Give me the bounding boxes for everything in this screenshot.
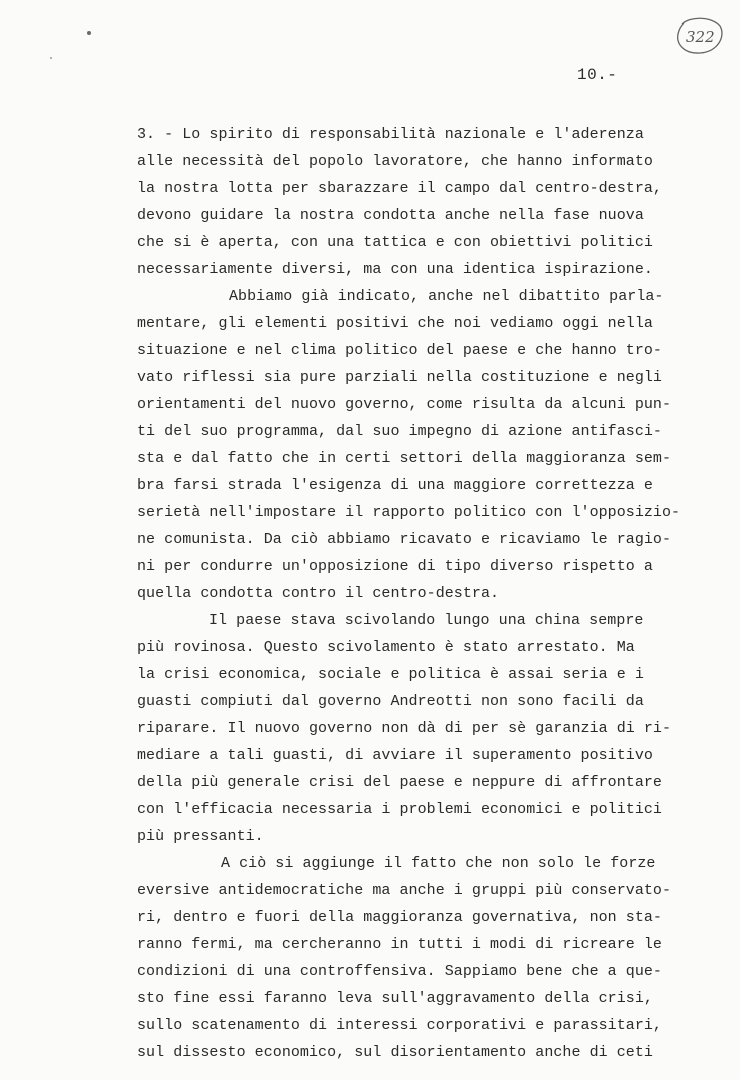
text-line: ri, dentro e fuori della maggioranza governativa, non sta- <box>137 909 662 926</box>
text-line: Abbiamo già indicato, anche nel dibattito parla- <box>229 288 664 305</box>
archive-number-circle <box>672 14 726 58</box>
text-line: eversive antidemocratiche ma anche i gruppi più conservato- <box>137 882 672 899</box>
scan-speck <box>87 31 91 35</box>
text-line: situazione e nel clima politico del paese e che hanno tro- <box>137 342 662 359</box>
text-line: serietà nell'impostare il rapporto politico con l'opposizio- <box>137 504 681 521</box>
text-line: sullo scatenamento di interessi corporativi e parassitari, <box>137 1017 662 1034</box>
text-line: Il paese stava scivolando lungo una china sempre <box>209 612 644 629</box>
text-line: necessariamente diversi, ma con una identica ispirazione. <box>137 261 653 278</box>
text-line: con l'efficacia necessaria i problemi economici e politici <box>137 801 662 818</box>
text-line: sto fine essi faranno leva sull'aggravamento della crisi, <box>137 990 653 1007</box>
text-line: bra farsi strada l'esigenza di una maggiore correttezza e <box>137 477 653 494</box>
text-line: mentare, gli elementi positivi che noi vediamo oggi nella <box>137 315 653 332</box>
text-line: alle necessità del popolo lavoratore, che hanno informato <box>137 153 653 170</box>
text-line: guasti compiuti dal governo Andreotti non sono facili da <box>137 693 644 710</box>
text-line: la crisi economica, sociale e politica è assai seria e i <box>137 666 644 683</box>
text-line: ti del suo programma, dal suo impegno di azione antifasci- <box>137 423 662 440</box>
text-line: ne comunista. Da ciò abbiamo ricavato e ricaviamo le ragio- <box>137 531 672 548</box>
text-line: che si è aperta, con una tattica e con obiettivi politici <box>137 234 653 251</box>
text-line: riparare. Il nuovo governo non dà di per sè garanzia di ri- <box>137 720 672 737</box>
text-line: condizioni di una controffensiva. Sappiamo bene che a que- <box>137 963 662 980</box>
body-text <box>137 121 681 1066</box>
text-line: la nostra lotta per sbarazzare il campo dal centro-destra, <box>137 180 662 197</box>
text-line: più pressanti. <box>137 828 264 845</box>
text-line: più rovinosa. Questo scivolamento è stato arrestato. Ma <box>137 639 635 656</box>
archive-number-stamp <box>672 14 726 58</box>
text-line: sta e dal fatto che in certi settori della maggioranza sem- <box>137 450 672 467</box>
text-line: orientamenti del nuovo governo, come risulta da alcuni pun- <box>137 396 672 413</box>
scan-speck <box>50 57 52 59</box>
text-line: devono guidare la nostra condotta anche nella fase nuova <box>137 207 644 224</box>
text-line: quella condotta contro il centro-destra. <box>137 585 500 602</box>
text-line: sul dissesto economico, sul disorientamento anche di ceti <box>137 1044 653 1061</box>
archive-number-text: 322 <box>686 28 715 46</box>
text-line: A ciò si aggiunge il fatto che non solo le forze <box>221 855 656 872</box>
text-line: ni per condurre un'opposizione di tipo diverso rispetto a <box>137 558 653 575</box>
text-line: 3. - Lo spirito di responsabilità nazionale e l'aderenza <box>137 126 644 143</box>
text-line: mediare a tali guasti, di avviare il superamento positivo <box>137 747 653 764</box>
text-line: della più generale crisi del paese e neppure di affrontare <box>137 774 662 791</box>
text-line: ranno fermi, ma cercheranno in tutti i modi di ricreare le <box>137 936 662 953</box>
text-line: vato riflessi sia pure parziali nella costituzione e negli <box>137 369 662 386</box>
page-number: 10.- <box>577 66 618 84</box>
